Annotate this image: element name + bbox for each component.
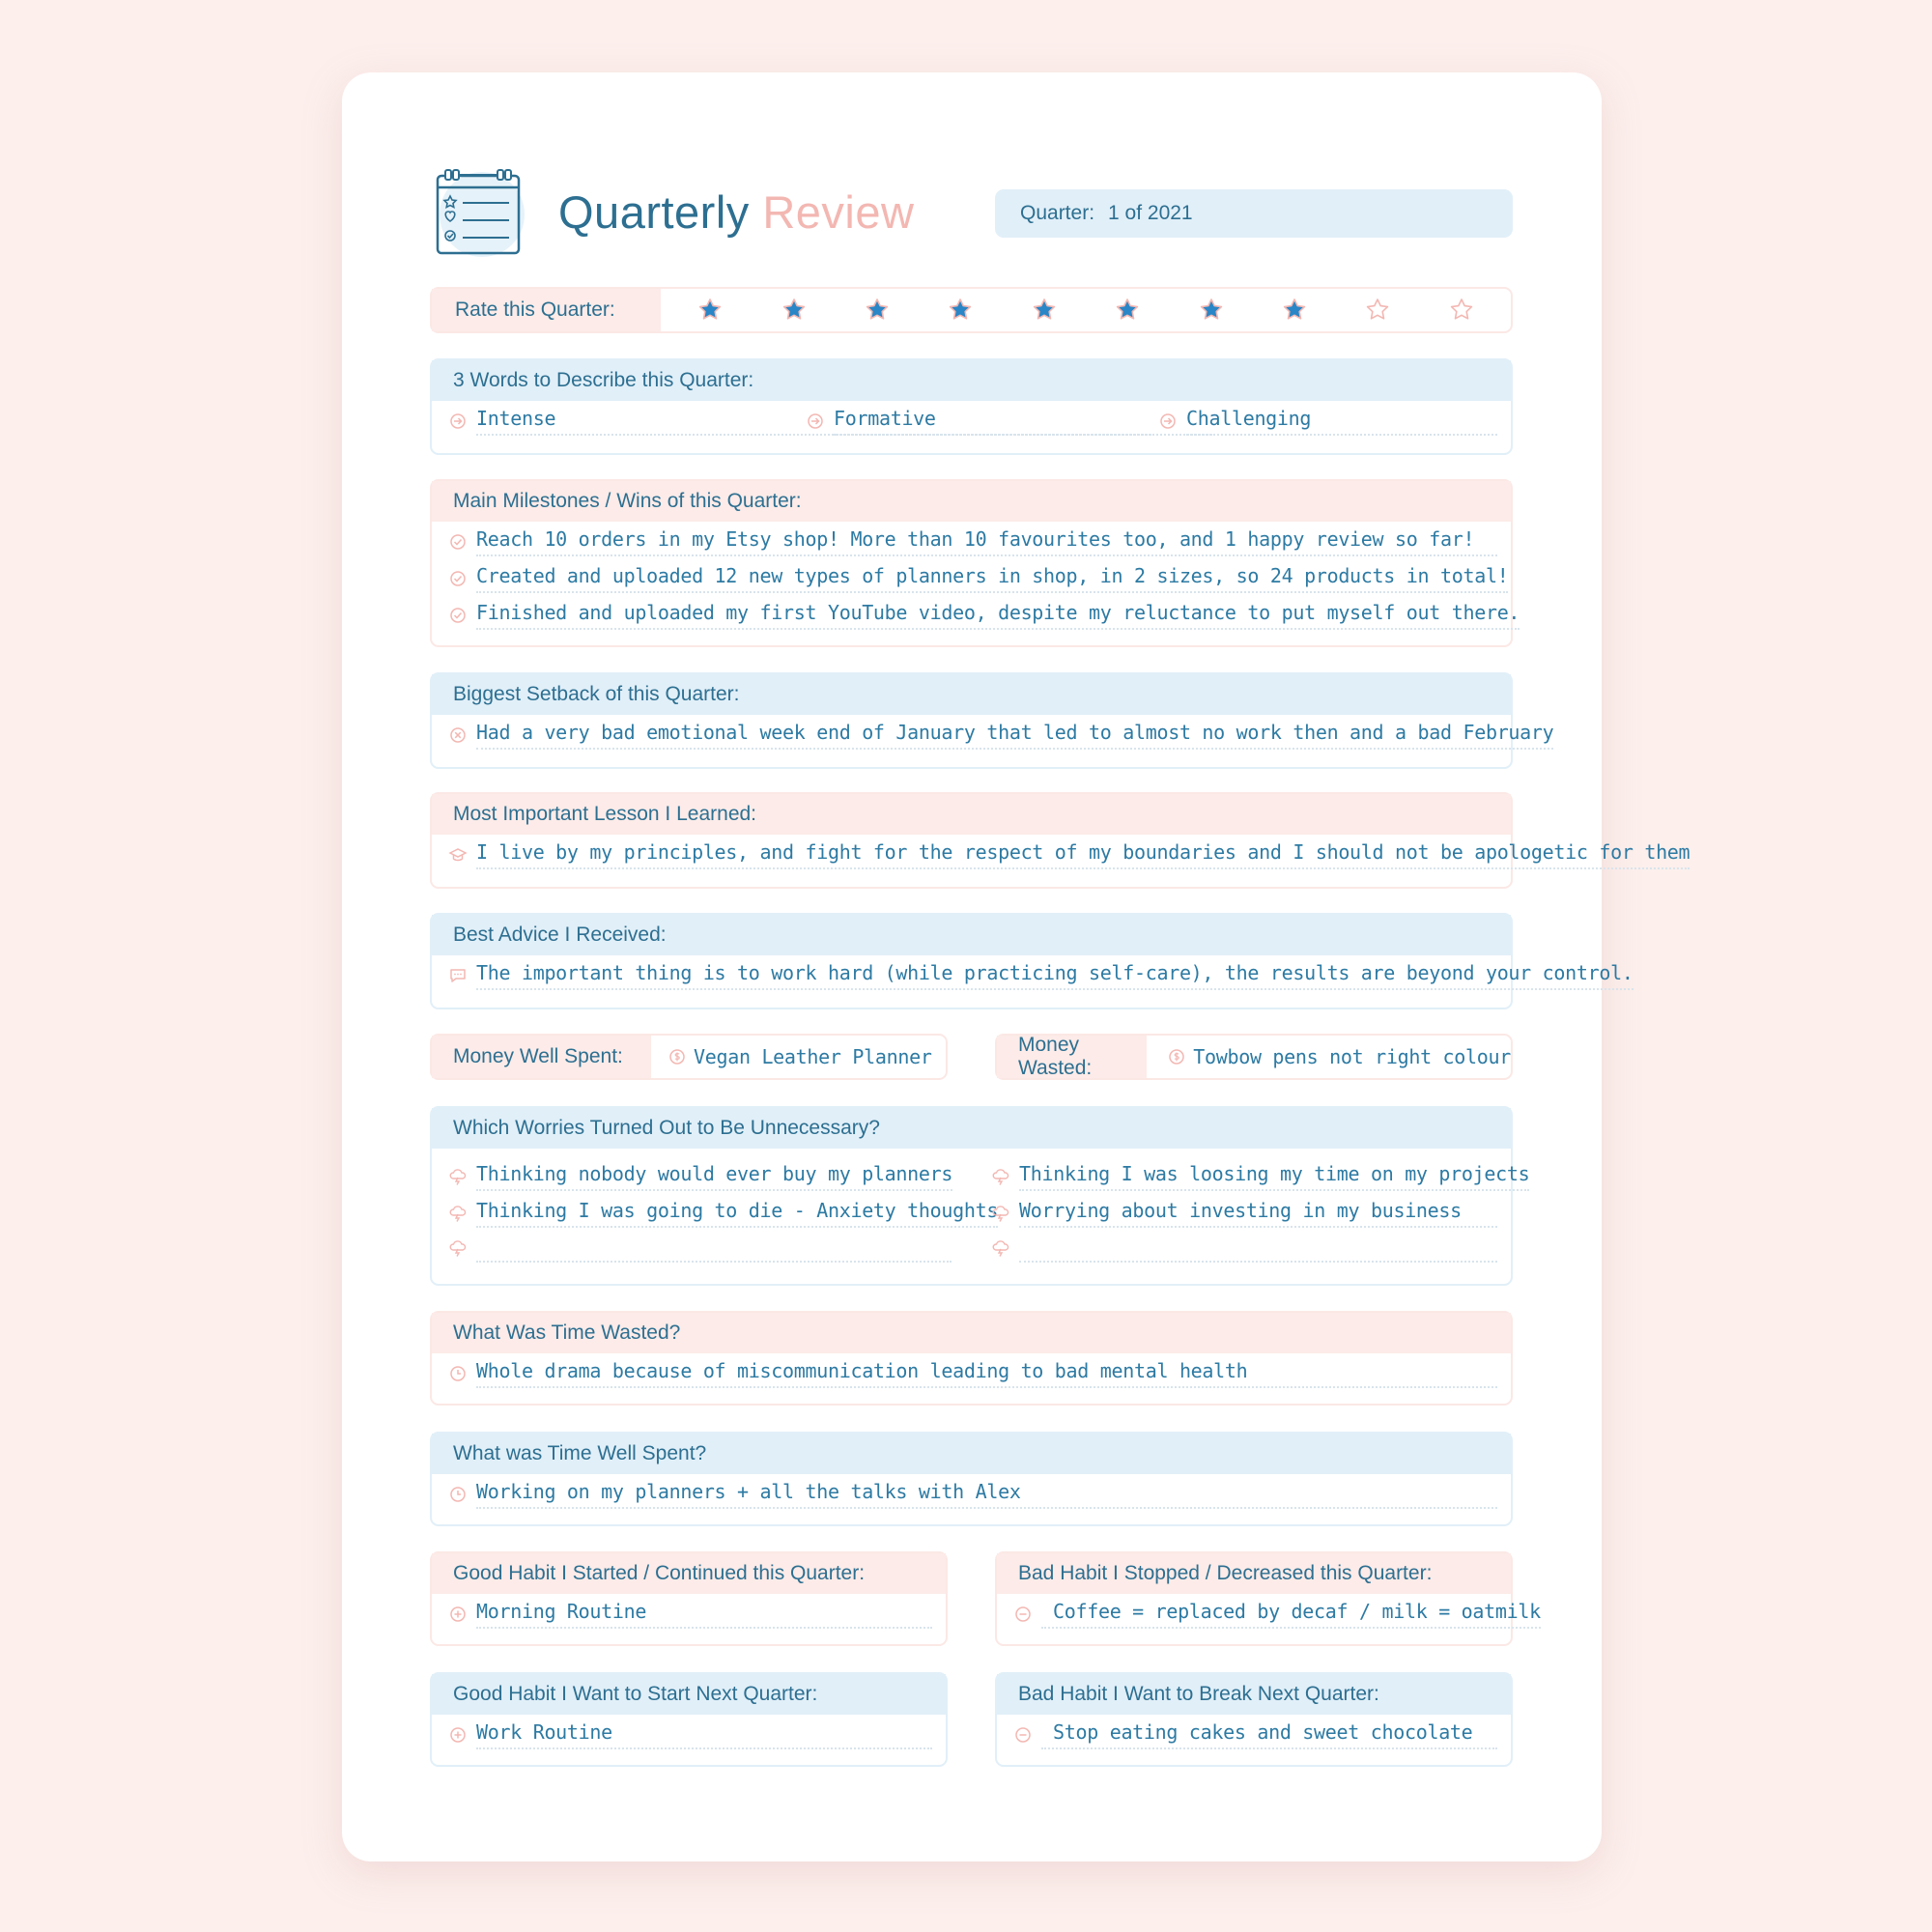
plus-circle-icon [449,1726,467,1744]
speech-bubble-icon [449,967,467,984]
star-filled-icon[interactable] [1281,297,1308,324]
clock-icon [449,1486,467,1503]
bad-habit-stopped-entry[interactable]: Coffee = replaced by decaf / milk = oatmilk [1014,1596,1497,1629]
milestones-title: Main Milestones / Wins of this Quarter: [432,481,1511,522]
worry-item[interactable] [992,1230,1497,1263]
star-empty-icon[interactable] [1448,297,1475,324]
dollar-circle-icon [1168,1048,1185,1065]
check-circle-icon [449,570,467,587]
bad-habit-next-card [995,1672,1513,1767]
lesson-entry[interactable]: I live by my principles, and fight for the respect of my boundaries and I should not be apologetic for them [449,837,1497,869]
setback-title: Biggest Setback of this Quarter: [432,674,1511,715]
advice-title: Best Advice I Received: [432,915,1511,955]
bad-habit-next-title: Bad Habit I Want to Break Next Quarter: [997,1674,1511,1715]
plus-circle-icon [449,1605,467,1623]
star-filled-icon[interactable] [864,297,891,324]
check-circle-icon [449,607,467,624]
storm-cloud-icon [449,1205,467,1222]
time-well-spent-title: What was Time Well Spent? [432,1434,1511,1474]
graduation-cap-icon [449,846,467,864]
star-empty-icon[interactable] [1364,297,1391,324]
good-habit-next-entry[interactable]: Work Routine [449,1717,932,1749]
star-filled-icon[interactable] [781,297,808,324]
rating-label: Rate this Quarter: [432,289,661,331]
bad-habit-next-entry[interactable]: Stop eating cakes and sweet chocolate [1014,1717,1497,1749]
bad-habit-stopped-title: Bad Habit I Stopped / Decreased this Quarter: [997,1553,1511,1594]
worries-card [430,1106,1530,1286]
word-1[interactable]: Intense [449,403,1212,436]
good-habit-next-title: Good Habit I Want to Start Next Quarter: [432,1674,946,1715]
advice-card [430,913,1634,1009]
clock-icon [449,1365,467,1382]
good-habit-started-entry[interactable]: Morning Routine [449,1596,932,1629]
money-wasted-field[interactable]: Towbow pens not right colour [1147,1036,1511,1078]
worry-item[interactable]: Thinking I was loosing my time on my projects [992,1158,1497,1191]
star-filled-icon[interactable] [1198,297,1225,324]
quarter-value: 1 of 2021 [1108,202,1193,224]
dollar-circle-icon [668,1048,686,1065]
worries-title: Which Worries Turned Out to Be Unnecessary? [432,1108,1511,1149]
three-words-title: 3 Words to Describe this Quarter: [432,360,1511,401]
time-well-spent-entry[interactable]: Working on my planners + all the talks with Alex [449,1476,1497,1509]
minus-circle-icon [1014,1605,1032,1623]
storm-cloud-icon [449,1168,467,1185]
advice-entry[interactable]: The important thing is to work hard (while practicing self-care), the results are beyond your control. [449,957,1497,990]
minus-circle-icon [1014,1726,1032,1744]
page-title: Quarterly Review [558,186,915,238]
star-rating[interactable] [661,289,1511,331]
time-wasted-entry[interactable]: Whole drama because of miscommunication leading to bad mental health [449,1355,1497,1388]
quarter-rating [430,287,1513,333]
star-filled-icon[interactable] [1114,297,1141,324]
x-circle-icon [449,726,467,744]
money-wasted [995,1034,1513,1080]
good-habit-started-title: Good Habit I Started / Continued this Quarter: [432,1553,946,1594]
setback-card [430,672,1554,769]
time-well-spent-card [430,1432,1513,1526]
worry-item[interactable] [449,1230,952,1263]
star-filled-icon[interactable] [696,297,724,324]
word-2[interactable]: Formative [807,403,1154,436]
milestone-item[interactable]: Reach 10 orders in my Etsy shop! More than 10 favourites too, and 1 happy review so far! [449,524,1497,556]
milestones-card [430,479,1520,647]
money-well-spent-label: Money Well Spent: [432,1036,651,1078]
lesson-title: Most Important Lesson I Learned: [432,794,1511,835]
money-well-spent-field[interactable]: Vegan Leather Planner [651,1036,946,1078]
storm-cloud-icon [992,1239,1009,1257]
worry-item[interactable]: Thinking I was going to die - Anxiety thoughts [449,1195,952,1228]
lesson-card [430,792,1690,889]
check-circle-icon [449,533,467,551]
bad-habit-stopped-card [995,1551,1541,1646]
three-words-card [430,358,1513,455]
setback-entry[interactable]: Had a very bad emotional week end of January that led to almost no work then and a bad February [449,717,1497,750]
arrow-circle-icon [1159,412,1177,430]
star-filled-icon[interactable] [947,297,974,324]
worry-item[interactable]: Worrying about investing in my business [992,1195,1497,1228]
star-filled-icon[interactable] [1031,297,1058,324]
milestone-item[interactable]: Finished and uploaded my first YouTube video, despite my reluctance to put myself out there. [449,597,1497,630]
good-habit-started-card [430,1551,948,1646]
quarter-field[interactable] [995,189,1513,238]
storm-cloud-icon [992,1205,1009,1222]
money-well-spent [430,1034,948,1080]
time-wasted-title: What Was Time Wasted? [432,1313,1511,1353]
arrow-circle-icon [807,412,824,430]
calendar-checklist-icon [432,166,525,259]
milestone-item[interactable]: Created and uploaded 12 new types of planners in shop, in 2 sizes, so 24 products in total! [449,560,1497,593]
good-habit-next-card [430,1672,948,1767]
storm-cloud-icon [449,1239,467,1257]
word-3[interactable]: Challenging [1159,403,1497,436]
time-wasted-card [430,1311,1513,1406]
money-wasted-label: Money Wasted: [997,1036,1147,1078]
worry-item[interactable]: Thinking nobody would ever buy my planners [449,1158,952,1191]
storm-cloud-icon [992,1168,1009,1185]
arrow-circle-icon [449,412,467,430]
quarter-label: Quarter: [1020,202,1095,224]
